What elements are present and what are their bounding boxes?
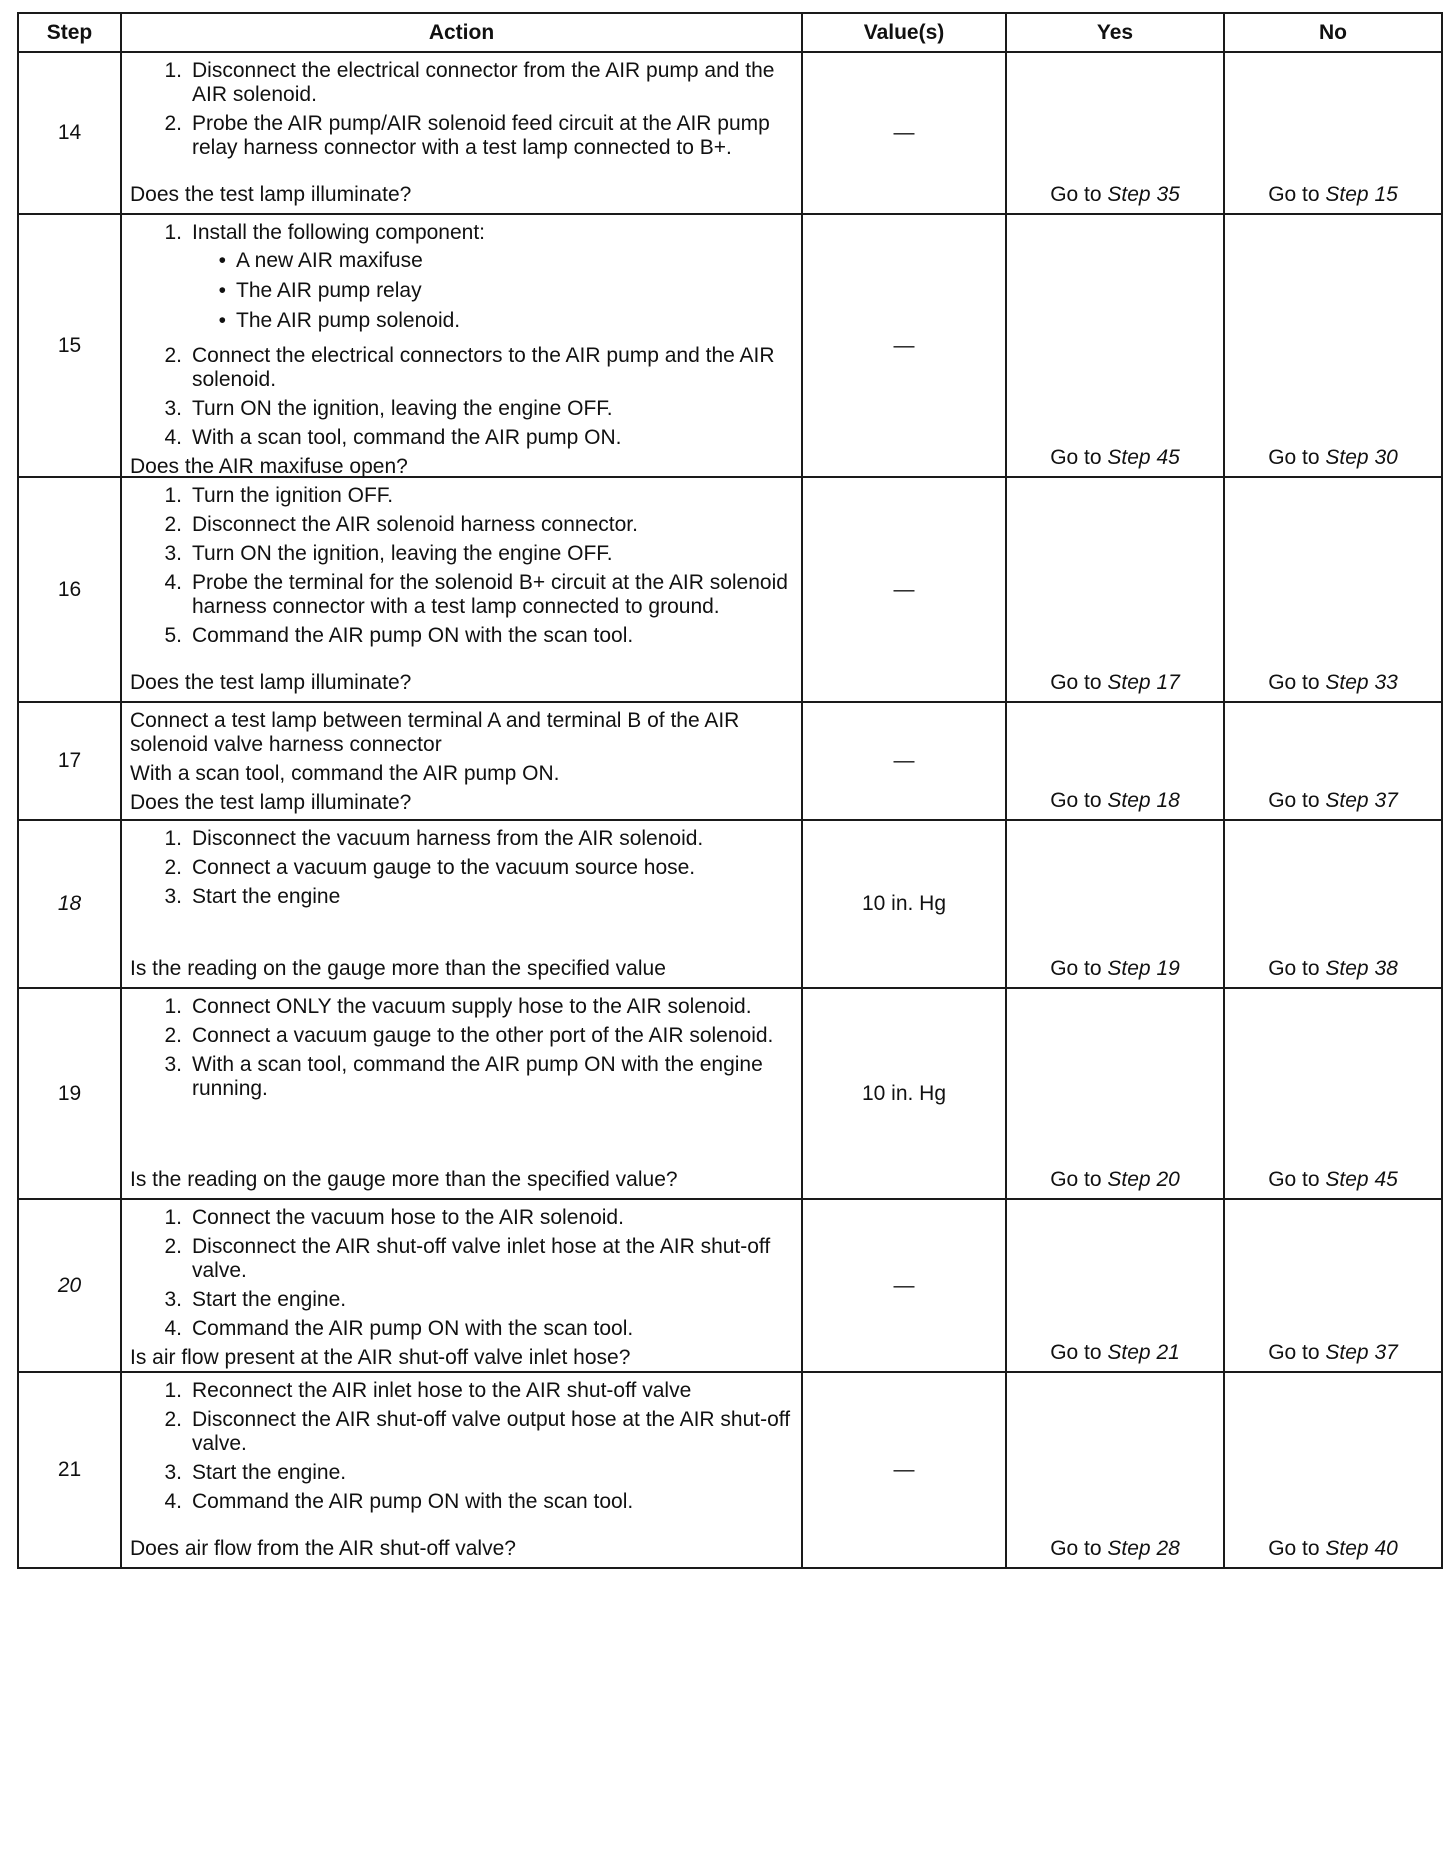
instruction-number: 4. bbox=[164, 426, 182, 449]
go-to-step-target: Step 18 bbox=[1107, 789, 1180, 812]
instruction-text: Disconnect the electrical connector from the AIR pump and the AIR solenoid. bbox=[192, 59, 775, 106]
instruction-number: 3. bbox=[164, 542, 182, 565]
value-cell: — bbox=[802, 214, 1006, 477]
go-to-label: Go to bbox=[1050, 789, 1102, 812]
instruction-number: 3. bbox=[164, 397, 182, 420]
go-to-label: Go to bbox=[1050, 1168, 1102, 1191]
instruction-item bbox=[130, 571, 793, 619]
step-number: 14 bbox=[18, 52, 121, 214]
action-cell bbox=[121, 820, 802, 988]
question-text: Does the test lamp illuminate? bbox=[130, 791, 412, 814]
question-text: Is air flow present at the AIR shut-off valve inlet hose? bbox=[130, 1346, 631, 1369]
go-to-step-target: Step 19 bbox=[1107, 957, 1180, 980]
go-to-step-target: Step 20 bbox=[1107, 1168, 1180, 1191]
table-row bbox=[18, 52, 1442, 214]
yes-cell bbox=[1006, 1199, 1224, 1372]
instruction-item bbox=[130, 856, 793, 880]
step-instructions bbox=[130, 1206, 793, 1346]
yes-cell bbox=[1006, 988, 1224, 1199]
go-to-step-target: Step 40 bbox=[1325, 1537, 1398, 1560]
instruction-item bbox=[130, 885, 793, 909]
instruction-item bbox=[130, 1024, 793, 1048]
table-body bbox=[18, 52, 1442, 1568]
step-instructions bbox=[130, 1379, 793, 1519]
bullet-icon: • bbox=[218, 249, 226, 272]
go-to-step-target: Step 21 bbox=[1107, 1341, 1180, 1364]
go-to-step-target: Step 17 bbox=[1107, 671, 1180, 694]
go-to-step-target: Step 45 bbox=[1107, 446, 1180, 469]
instruction-text: Disconnect the AIR shut-off valve output hose at the AIR shut-off valve. bbox=[192, 1408, 791, 1455]
value-cell: — bbox=[802, 702, 1006, 820]
action-cell bbox=[121, 702, 802, 820]
component-text: The AIR pump relay bbox=[236, 279, 422, 302]
no-cell bbox=[1224, 820, 1442, 988]
value-cell: 10 in. Hg bbox=[802, 988, 1006, 1199]
go-to-step-target: Step 33 bbox=[1325, 671, 1398, 694]
component-text: A new AIR maxifuse bbox=[236, 249, 423, 272]
question-text: Does air flow from the AIR shut-off valve? bbox=[130, 1537, 516, 1560]
instruction-text: With a scan tool, command the AIR pump ON with the engine running. bbox=[192, 1053, 763, 1100]
bullet-icon: • bbox=[218, 279, 226, 302]
go-to-label: Go to bbox=[1050, 957, 1102, 980]
instruction-number: 2. bbox=[164, 112, 182, 135]
diagnostic-table bbox=[17, 12, 1443, 1569]
instruction-number: 3. bbox=[164, 885, 182, 908]
action-content bbox=[122, 1373, 801, 1567]
instruction-item bbox=[130, 513, 793, 537]
instruction-number: 1. bbox=[164, 484, 182, 507]
instruction-item bbox=[130, 1235, 793, 1283]
go-to-step-target: Step 35 bbox=[1107, 183, 1180, 206]
go-to-label: Go to bbox=[1268, 183, 1320, 206]
step-instructions bbox=[130, 59, 793, 165]
instruction-item bbox=[130, 221, 793, 339]
instruction-item bbox=[130, 1490, 793, 1514]
step-number: 21 bbox=[18, 1372, 121, 1568]
go-to-step-target: Step 15 bbox=[1325, 183, 1398, 206]
table-row bbox=[18, 214, 1442, 477]
instruction-number: 2. bbox=[164, 513, 182, 536]
action-cell bbox=[121, 477, 802, 702]
no-cell bbox=[1224, 1372, 1442, 1568]
component-list bbox=[192, 249, 793, 333]
table-row bbox=[18, 702, 1442, 820]
instruction-number: 5. bbox=[164, 624, 182, 647]
instruction-number: 3. bbox=[164, 1288, 182, 1311]
instruction-text: Command the AIR pump ON with the scan tool. bbox=[192, 1317, 634, 1340]
go-to-label: Go to bbox=[1268, 1168, 1320, 1191]
go-to-step-target: Step 30 bbox=[1325, 446, 1398, 469]
instruction-number: 1. bbox=[164, 1379, 182, 1402]
yes-cell bbox=[1006, 52, 1224, 214]
no-cell bbox=[1224, 988, 1442, 1199]
instruction-text: Connect a test lamp between terminal A and terminal B of the AIR solenoid valve harness connector bbox=[130, 709, 740, 756]
instruction-number: 1. bbox=[164, 221, 182, 244]
go-to-step-target: Step 37 bbox=[1325, 789, 1398, 812]
instruction-text: Reconnect the AIR inlet hose to the AIR shut-off valve bbox=[192, 1379, 692, 1402]
component-text: The AIR pump solenoid. bbox=[236, 309, 461, 332]
instruction-text: With a scan tool, command the AIR pump ON. bbox=[192, 426, 622, 449]
instruction-text: Probe the terminal for the solenoid B+ circuit at the AIR solenoid harness connector with a test lamp connected to ground. bbox=[192, 571, 788, 618]
instruction-number: 4. bbox=[164, 571, 182, 594]
yes-cell bbox=[1006, 1372, 1224, 1568]
instruction-text: Connect the electrical connectors to the AIR pump and the AIR solenoid. bbox=[192, 344, 775, 391]
go-to-label: Go to bbox=[1050, 1537, 1102, 1560]
question-text: Does the AIR maxifuse open? bbox=[130, 455, 408, 478]
table-row bbox=[18, 1372, 1442, 1568]
value-cell: — bbox=[802, 1372, 1006, 1568]
action-cell bbox=[121, 1372, 802, 1568]
instruction-text: Install the following component: bbox=[192, 221, 486, 244]
instruction-text: Connect the vacuum hose to the AIR solenoid. bbox=[192, 1206, 624, 1229]
instruction-text: Disconnect the vacuum harness from the AIR solenoid. bbox=[192, 827, 704, 850]
instruction-text: Disconnect the AIR solenoid harness connector. bbox=[192, 513, 638, 536]
instruction-item bbox=[130, 624, 793, 648]
instruction-text: Turn ON the ignition, leaving the engine OFF. bbox=[192, 542, 613, 565]
go-to-label: Go to bbox=[1268, 1341, 1320, 1364]
table-row bbox=[18, 988, 1442, 1199]
table-row bbox=[18, 1199, 1442, 1372]
action-cell bbox=[121, 988, 802, 1199]
action-content bbox=[122, 478, 801, 701]
step-number: 19 bbox=[18, 988, 121, 1199]
instruction-text: Command the AIR pump ON with the scan tool. bbox=[192, 1490, 634, 1513]
question-text: Does the test lamp illuminate? bbox=[130, 183, 412, 206]
no-cell bbox=[1224, 52, 1442, 214]
instruction-item bbox=[130, 1317, 793, 1341]
table-row bbox=[18, 820, 1442, 988]
header-row bbox=[18, 13, 1442, 52]
instruction-text: Disconnect the AIR shut-off valve inlet hose at the AIR shut-off valve. bbox=[192, 1235, 771, 1282]
go-to-label: Go to bbox=[1268, 957, 1320, 980]
instruction-number: 2. bbox=[164, 1235, 182, 1258]
action-content bbox=[122, 215, 801, 476]
instruction-text: Command the AIR pump ON with the scan tool. bbox=[192, 624, 634, 647]
action-content bbox=[122, 821, 801, 987]
instruction-number: 2. bbox=[164, 1024, 182, 1047]
go-to-label: Go to bbox=[1268, 671, 1320, 694]
action-content bbox=[122, 1200, 801, 1371]
instruction-item bbox=[130, 1408, 793, 1456]
go-to-label: Go to bbox=[1050, 671, 1102, 694]
value-cell: — bbox=[802, 1199, 1006, 1372]
step-instructions bbox=[130, 221, 793, 455]
instruction-number: 2. bbox=[164, 344, 182, 367]
yes-cell bbox=[1006, 214, 1224, 477]
no-cell bbox=[1224, 702, 1442, 820]
instruction-number: 1. bbox=[164, 59, 182, 82]
instruction-item bbox=[130, 397, 793, 421]
instruction-item bbox=[130, 344, 793, 392]
value-cell: — bbox=[802, 477, 1006, 702]
instruction-item bbox=[130, 827, 793, 851]
instruction-text: Connect ONLY the vacuum supply hose to the AIR solenoid. bbox=[192, 995, 752, 1018]
instruction-item bbox=[130, 59, 793, 107]
instruction-text: Probe the AIR pump/AIR solenoid feed circuit at the AIR pump relay harness connector with a test lamp connected to B+. bbox=[192, 112, 770, 159]
action-cell bbox=[121, 214, 802, 477]
action-content bbox=[122, 703, 801, 819]
instruction-item bbox=[130, 1288, 793, 1312]
go-to-label: Go to bbox=[1050, 446, 1102, 469]
instruction-item bbox=[130, 426, 793, 450]
instruction-number: 1. bbox=[164, 1206, 182, 1229]
instruction-number: 2. bbox=[164, 1408, 182, 1431]
yes-cell bbox=[1006, 820, 1224, 988]
no-cell bbox=[1224, 214, 1442, 477]
instruction-text: Turn ON the ignition, leaving the engine OFF. bbox=[192, 397, 613, 420]
no-cell bbox=[1224, 1199, 1442, 1372]
instruction-text: Connect a vacuum gauge to the other port of the AIR solenoid. bbox=[192, 1024, 774, 1047]
step-number: 16 bbox=[18, 477, 121, 702]
step-instructions bbox=[130, 995, 793, 1106]
header-yes: Yes bbox=[1006, 13, 1224, 52]
question-text: Is the reading on the gauge more than the specified value bbox=[130, 957, 666, 980]
yes-cell bbox=[1006, 702, 1224, 820]
instruction-item bbox=[130, 1461, 793, 1485]
header-values: Value(s) bbox=[802, 13, 1006, 52]
table-row bbox=[18, 477, 1442, 702]
action-cell bbox=[121, 1199, 802, 1372]
yes-cell bbox=[1006, 477, 1224, 702]
instruction-item bbox=[130, 995, 793, 1019]
step-instructions bbox=[130, 484, 793, 653]
go-to-label: Go to bbox=[1268, 789, 1320, 812]
go-to-label: Go to bbox=[1268, 446, 1320, 469]
action-content bbox=[122, 989, 801, 1198]
instruction-item bbox=[130, 484, 793, 508]
instruction-number: 4. bbox=[164, 1490, 182, 1513]
instruction-text: Connect a vacuum gauge to the vacuum source hose. bbox=[192, 856, 696, 879]
question-text: Is the reading on the gauge more than the specified value? bbox=[130, 1168, 678, 1191]
action-content bbox=[122, 53, 801, 213]
instruction-item bbox=[130, 112, 793, 160]
component-item bbox=[130, 279, 793, 303]
header-no: No bbox=[1224, 13, 1442, 52]
header-step: Step bbox=[18, 13, 121, 52]
component-item bbox=[130, 249, 793, 273]
instruction-number: 2. bbox=[164, 856, 182, 879]
instruction-text: Start the engine bbox=[192, 885, 341, 908]
go-to-label: Go to bbox=[1050, 1341, 1102, 1364]
step-number: 17 bbox=[18, 702, 121, 820]
action-cell bbox=[121, 52, 802, 214]
value-cell: 10 in. Hg bbox=[802, 820, 1006, 988]
instruction-item bbox=[130, 1379, 793, 1403]
bullet-icon: • bbox=[218, 309, 226, 332]
go-to-step-target: Step 38 bbox=[1325, 957, 1398, 980]
question-text: Does the test lamp illuminate? bbox=[130, 671, 412, 694]
step-number: 20 bbox=[18, 1199, 121, 1372]
go-to-step-target: Step 45 bbox=[1325, 1168, 1398, 1191]
instruction-number: 4. bbox=[164, 1317, 182, 1340]
component-item bbox=[130, 309, 793, 333]
go-to-step-target: Step 28 bbox=[1107, 1537, 1180, 1560]
go-to-step-target: Step 37 bbox=[1325, 1341, 1398, 1364]
instruction-number: 1. bbox=[164, 995, 182, 1018]
step-number: 15 bbox=[18, 214, 121, 477]
go-to-label: Go to bbox=[1268, 1537, 1320, 1560]
instruction-text: Start the engine. bbox=[192, 1461, 347, 1484]
instruction-item bbox=[130, 542, 793, 566]
instruction-item bbox=[130, 1206, 793, 1230]
step-instructions bbox=[130, 827, 793, 914]
instruction-number: 3. bbox=[164, 1461, 182, 1484]
step-number: 18 bbox=[18, 820, 121, 988]
no-cell bbox=[1224, 477, 1442, 702]
instruction-text: Start the engine. bbox=[192, 1288, 347, 1311]
instruction-number: 1. bbox=[164, 827, 182, 850]
go-to-label: Go to bbox=[1050, 183, 1102, 206]
header-action: Action bbox=[121, 13, 802, 52]
instruction-number: 3. bbox=[164, 1053, 182, 1076]
instruction-text: With a scan tool, command the AIR pump ON. bbox=[130, 762, 560, 785]
instruction-item bbox=[130, 1053, 793, 1101]
instruction-text: Turn the ignition OFF. bbox=[192, 484, 394, 507]
value-cell: — bbox=[802, 52, 1006, 214]
